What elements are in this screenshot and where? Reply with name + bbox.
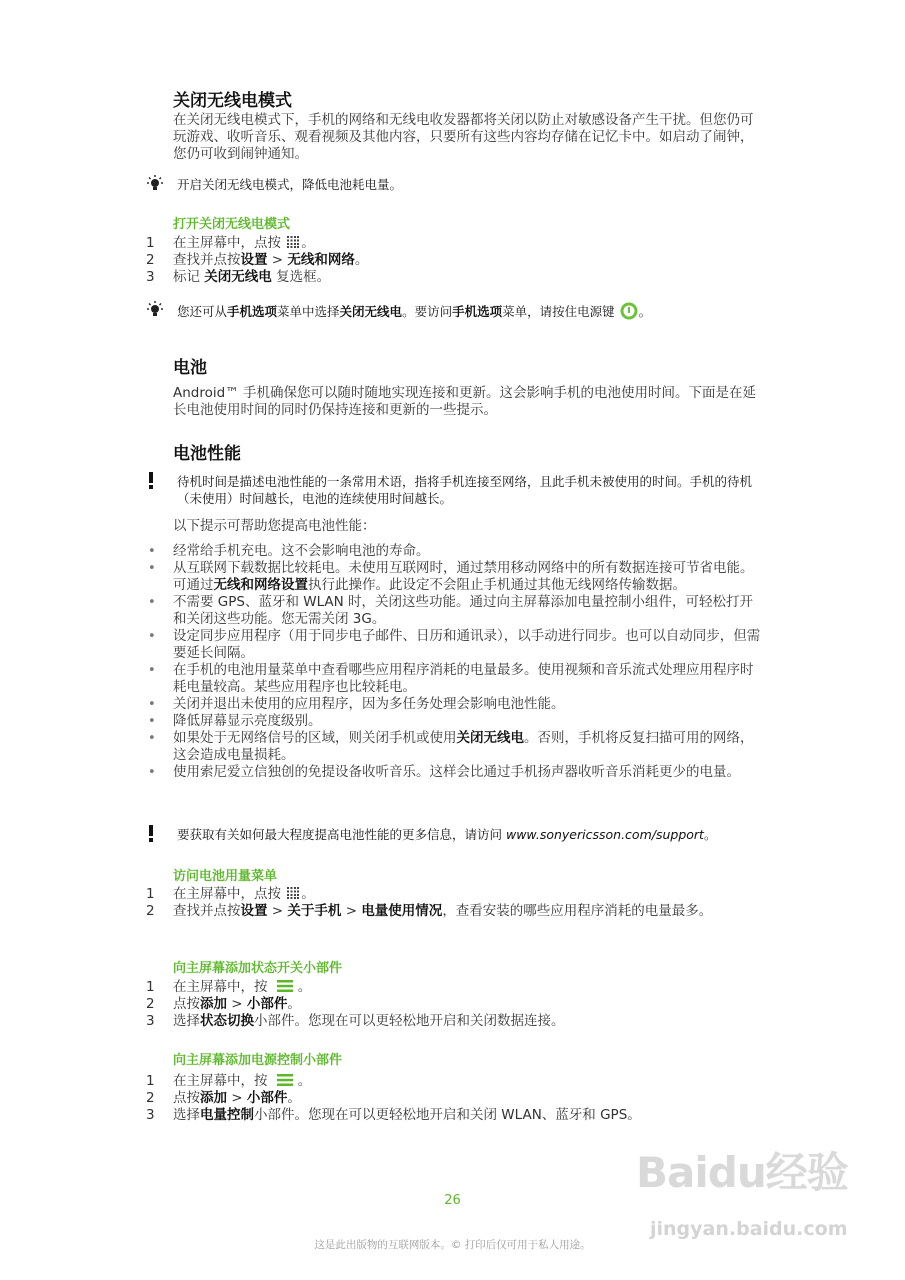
note-text-part: 。 [703, 827, 717, 842]
list-item-text: 关闭并退出未使用的应用程序，因为多任务处理会影响电池性能。 [173, 696, 565, 712]
note-text: 待机时间是描述电池性能的一条常用术语，指将手机连接至网络，且此手机未被使用的时间。手机的待机（未使用）时间越长，电池的连续使用时间越长。 [177, 474, 753, 506]
step-item [146, 235, 746, 252]
lightbulb-icon [145, 175, 165, 193]
list-item [146, 713, 766, 730]
list-item-text: 降低屏幕显示亮度级别。 [173, 713, 322, 729]
subheading-battery-usage: 访问电池用量菜单 [173, 869, 278, 884]
list-item-text: 设定同步应用程序（用于同步电子邮件、日历和通讯录），以手动进行同步。也可以自动同步，但需要延长间隔。 [173, 628, 761, 661]
watermark-url: jingyan.baidu.com [650, 1218, 848, 1240]
airplane-mode-paragraph: 在关闭无线电模式下，手机的网络和无线电收发器都将关闭以防止对敏感设备产生干扰。但您仍可玩游戏、收听音乐、观看视频及其他内容，只要所有这些内容均存储在记忆卡中。如启动了闹钟，您仍可收到闹钟通知。 [173, 112, 754, 162]
list-item-text: 使用索尼爱立信独创的免提设备收听音乐。这样会比通过手机扬声器收听音乐消耗更少的电量。 [173, 764, 740, 780]
section-heading-airplane-mode: 关闭无线电模式 [173, 91, 292, 111]
ui-term-widgets: 小部件 [246, 1090, 288, 1106]
list-item [146, 730, 766, 764]
ui-term-about-phone: 关于手机 [287, 903, 342, 919]
apps-grid-icon [286, 235, 300, 249]
tip-text [177, 302, 767, 320]
step-text: 点按 [173, 996, 200, 1012]
list-item-text: 。否则，手机将反复扫描可用的网络，这会造成电量损耗。 [173, 730, 754, 763]
battery-tips-list [146, 543, 766, 781]
ui-term-settings: 设置 [240, 252, 268, 268]
tip-text: 开启关闭无线电模式，降低电池耗电量。 [177, 177, 403, 192]
bullet: • [148, 731, 156, 746]
step-number: 1 [146, 886, 155, 902]
step-item [146, 1073, 746, 1090]
bullet: • [148, 595, 156, 610]
step-number: 3 [146, 269, 155, 285]
list-item-text: 从互联网下载数据比较耗电。未使用互联网时，通过禁用移动网络中的所有数据连接可节省电能。可通过 [173, 560, 754, 593]
menu-key-icon [274, 979, 296, 993]
steps-status-switch [146, 979, 746, 1030]
step-text: 在主屏幕中，按 [173, 979, 272, 995]
power-key-icon [620, 302, 638, 320]
ui-term-add: 添加 [200, 1090, 227, 1106]
step-item [146, 269, 746, 286]
list-item [146, 543, 766, 560]
bullet: • [148, 561, 156, 576]
step-text: 查找并点按 [173, 252, 241, 268]
step-number: 1 [146, 1073, 155, 1089]
tip-text-part: 菜单中选择 [277, 304, 340, 319]
list-item-text: 执行此操作。此设定不会阻止手机通过其他无线网络传输数据。 [308, 577, 686, 593]
ui-term-wireless-settings: 无线和网络设置 [213, 577, 308, 593]
step-text: 选择 [173, 1013, 200, 1029]
list-item-text: 在手机的电池用量菜单中查看哪些应用程序消耗的电量最多。使用视频和音乐流式处理应用程序时耗电量较高。某些应用程序也比较耗电。 [173, 662, 754, 695]
subheading-power-control-widget: 向主屏幕添加电源控制小部件 [173, 1053, 343, 1068]
step-text: 标记 [173, 269, 205, 285]
step-text-end: 。 [287, 996, 301, 1012]
baidu-jingyan-logo: Baidu经验 [636, 1148, 848, 1197]
separator: > [267, 903, 288, 919]
separator: > [267, 252, 288, 268]
step-text: 在主屏幕中，点按 [173, 235, 286, 251]
list-item-text: 经常给手机充电。这不会影响电池的寿命。 [173, 543, 430, 559]
tip-text-part: 。 [638, 304, 652, 319]
list-item [146, 594, 766, 628]
page-number: 26 [444, 1193, 461, 1208]
tip-text-part: 您还可从 [177, 304, 228, 319]
tip-text-part: 。要访问 [402, 304, 453, 319]
step-number: 1 [146, 235, 155, 251]
list-item [146, 662, 766, 696]
bullet: • [148, 697, 156, 712]
step-text-end: 。 [287, 1090, 301, 1106]
step-text-end: 复选框。 [271, 269, 331, 285]
separator: > [227, 996, 247, 1012]
step-item [146, 979, 746, 996]
list-item [146, 696, 766, 713]
step-item [146, 996, 746, 1013]
step-number: 3 [146, 1013, 155, 1029]
section-heading-battery: 电池 [173, 358, 207, 378]
step-item [146, 1107, 746, 1124]
ui-term-add: 添加 [200, 996, 227, 1012]
exclamation-icon [145, 472, 165, 490]
step-text: 查找并点按 [173, 903, 241, 919]
ui-term-airplane: 关闭无线电 [456, 730, 524, 746]
apps-grid-icon [286, 886, 300, 900]
step-text-end: 小部件。您现在可以更轻松地开启和关闭 WLAN、蓝牙和 GPS。 [254, 1107, 641, 1123]
ui-term-airplane: 关闭无线电 [339, 304, 403, 319]
step-number: 3 [146, 1107, 155, 1123]
support-link[interactable]: www.sonyericsson.com/support [505, 827, 704, 842]
exclamation-icon [145, 825, 165, 843]
step-item [146, 1090, 746, 1107]
ui-term-status-switch: 状态切换 [200, 1013, 254, 1029]
steps-battery-usage [146, 886, 746, 920]
list-item-text: 如果处于无网络信号的区域，则关闭手机或使用 [173, 730, 457, 746]
section-heading-battery-performance: 电池性能 [173, 444, 241, 464]
step-text: 在主屏幕中，点按 [173, 886, 286, 902]
step-number: 2 [146, 903, 155, 919]
subheading-status-switch-widget: 向主屏幕添加状态开关小部件 [173, 961, 343, 976]
steps-airplane-mode [146, 235, 746, 286]
separator: > [341, 903, 362, 919]
step-item [146, 252, 746, 269]
ui-term-phone-options: 手机选项 [227, 304, 278, 319]
step-text-end: ，查看安装的哪些应用程序消耗的电量最多。 [442, 903, 713, 919]
note-text-part: 要获取有关如何最大程度提高电池性能的更多信息，请访问 [177, 827, 506, 842]
step-text-end: 。 [301, 235, 315, 251]
list-item [146, 764, 766, 781]
ui-term-wireless: 无线和网络 [287, 252, 355, 268]
step-text-end: 。 [354, 252, 369, 268]
steps-power-control [146, 1073, 746, 1124]
ui-term-power-control: 电量控制 [200, 1107, 254, 1123]
bullet: • [148, 544, 156, 559]
step-text-end: 。 [301, 886, 315, 902]
step-text-end: 。 [297, 1073, 312, 1089]
step-text: 点按 [173, 1090, 200, 1106]
step-text: 在主屏幕中，按 [173, 1073, 272, 1089]
tips-intro: 以下提示可帮助您提高电池性能： [173, 518, 376, 534]
lightbulb-icon [145, 301, 165, 319]
subheading-turn-on-airplane: 打开关闭无线电模式 [173, 217, 291, 232]
list-item [146, 560, 766, 594]
step-text: 选择 [173, 1107, 200, 1123]
battery-paragraph: Android™ 手机确保您可以随时随地实现连接和更新。这会影响手机的电池使用时间。下面是在延长电池使用时间的同时仍保持连接和更新的一些提示。 [173, 385, 756, 418]
step-number: 2 [146, 252, 155, 268]
ui-term-airplane: 关闭无线电 [204, 269, 272, 285]
list-item-text: 不需要 GPS、蓝牙和 WLAN 时，关闭这些功能。通过向主屏幕添加电量控制小组件，可轻松打开和关闭这些功能。您无需关闭 3G。 [173, 594, 754, 627]
step-text-end: 小部件。您现在可以更轻松地开启和关闭数据连接。 [254, 1013, 565, 1029]
page-footer: 这是此出版物的互联网版本。© 打印后仅可用于私人用途。 [314, 1239, 591, 1251]
step-text-end: 。 [297, 979, 312, 995]
step-item [146, 903, 746, 920]
ui-term-settings: 设置 [240, 903, 268, 919]
step-number: 1 [146, 979, 155, 995]
list-item [146, 628, 766, 662]
ui-term-widgets: 小部件 [246, 996, 288, 1012]
bullet: • [148, 714, 156, 729]
separator: > [227, 1090, 247, 1106]
step-item [146, 1013, 746, 1030]
step-item [146, 886, 746, 903]
tip-text-part: 菜单，请按住电源键 [502, 304, 619, 319]
ui-term-battery-use: 电量使用情况 [361, 903, 443, 919]
ui-term-phone-options: 手机选项 [452, 304, 503, 319]
bullet: • [148, 629, 156, 644]
bullet: • [148, 663, 156, 678]
note-text [177, 826, 767, 843]
bullet: • [148, 765, 156, 780]
menu-key-icon [274, 1073, 296, 1087]
step-number: 2 [146, 996, 155, 1012]
step-number: 2 [146, 1090, 155, 1106]
